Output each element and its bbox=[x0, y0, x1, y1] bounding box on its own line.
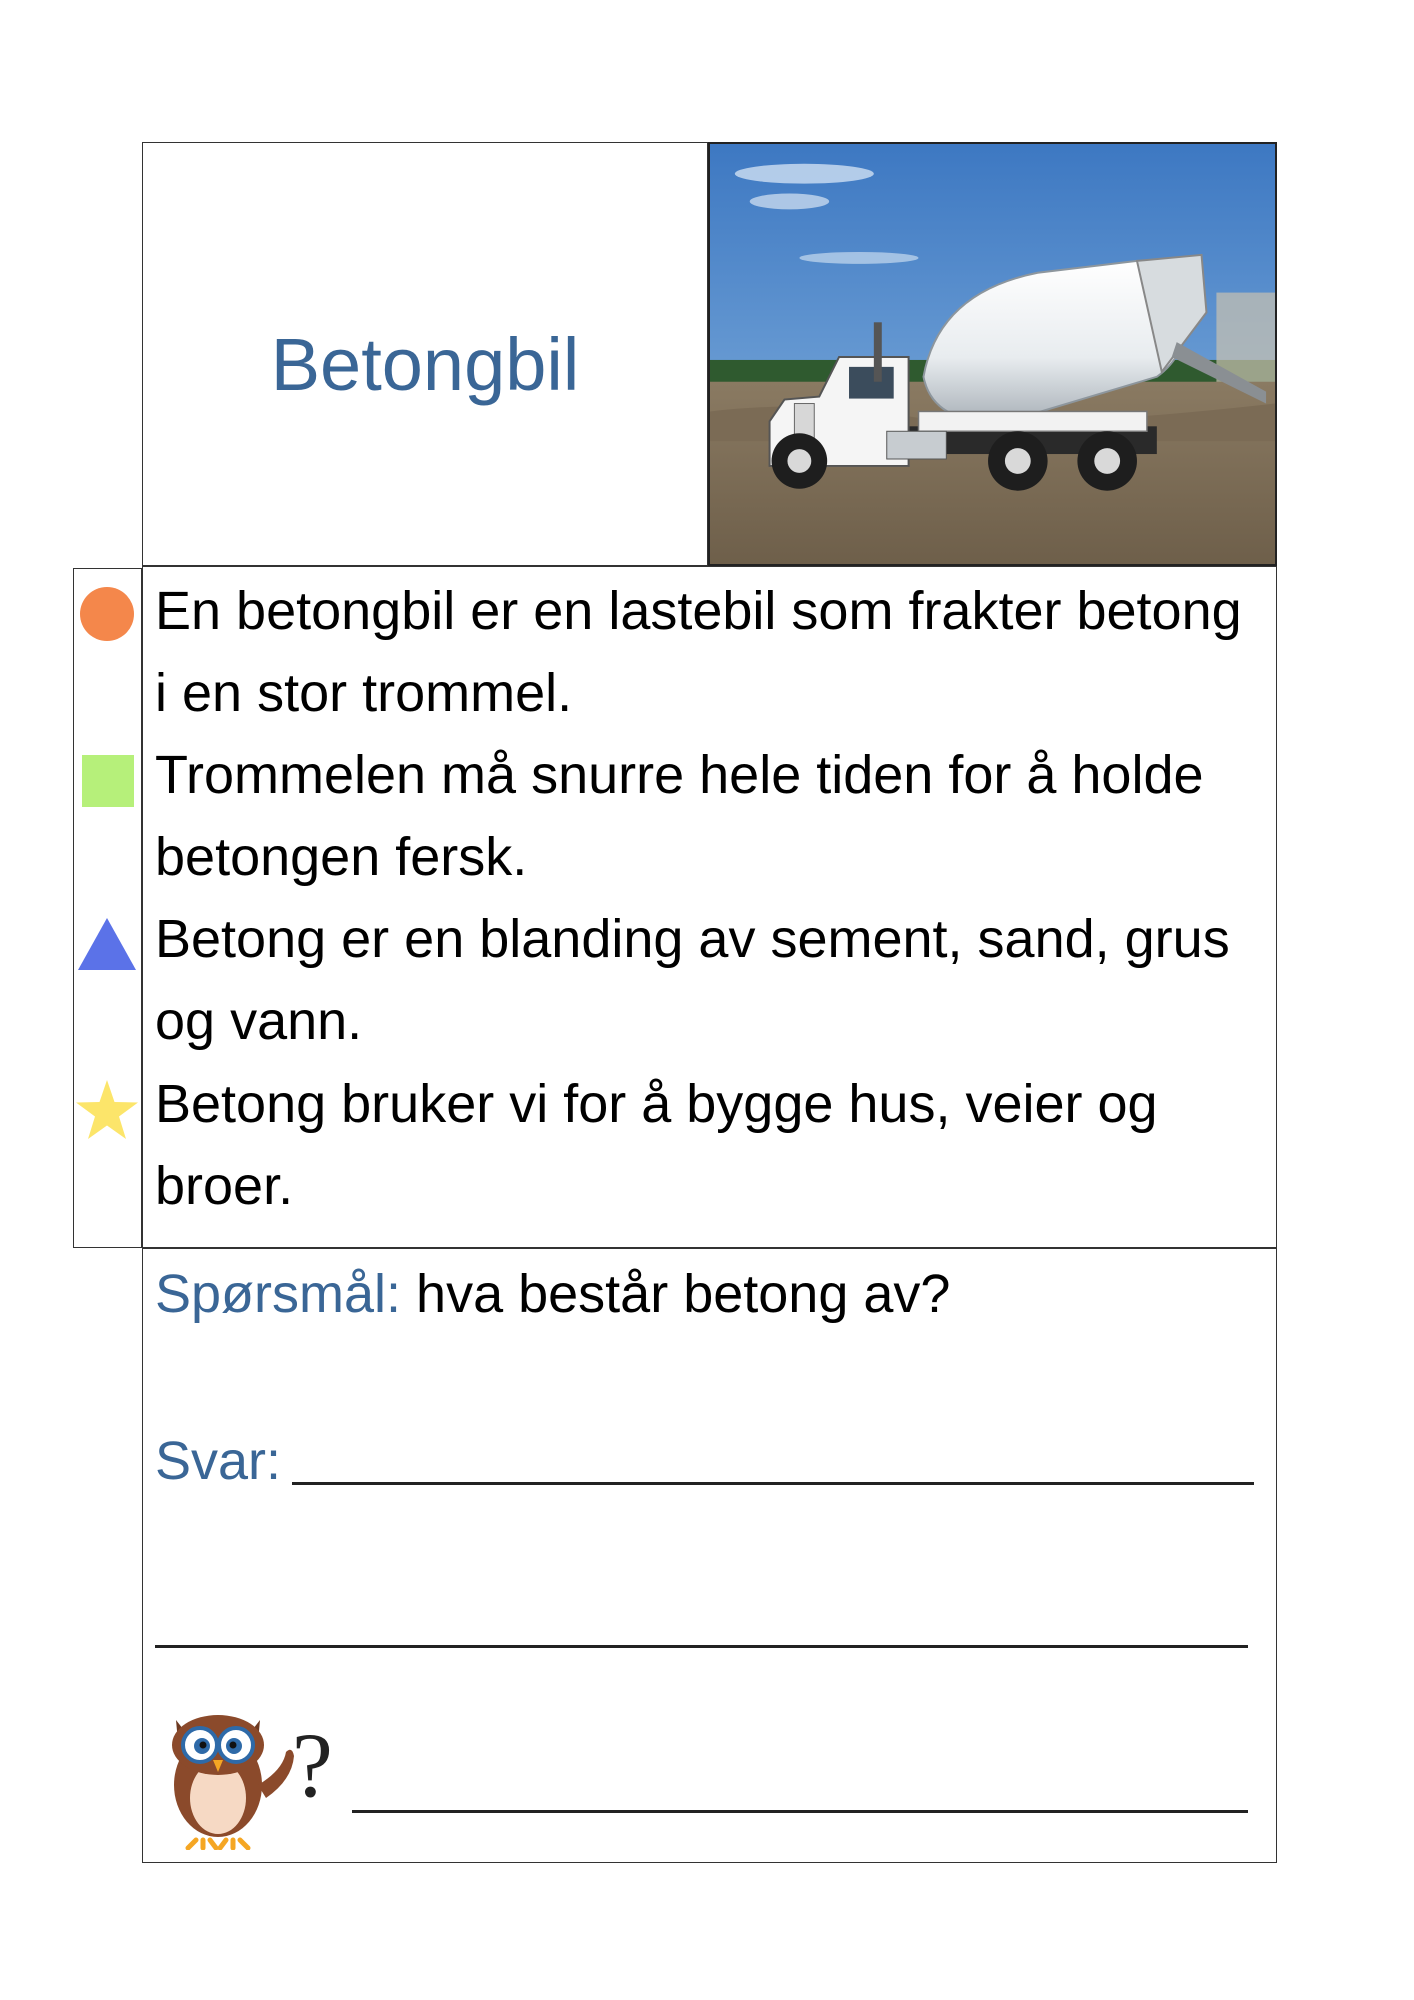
answer-line[interactable] bbox=[292, 1482, 1254, 1485]
answer-line[interactable] bbox=[352, 1810, 1248, 1813]
owl-icon bbox=[158, 1690, 298, 1850]
title-cell bbox=[142, 142, 708, 566]
yellow-star-icon bbox=[76, 1080, 138, 1140]
green-square-icon bbox=[82, 755, 134, 807]
owl-question-mark: ? bbox=[292, 1714, 333, 1816]
page-title: Betongbil bbox=[270, 322, 580, 406]
fact-text: Betong er en blanding av sement, sand, grus og vann. bbox=[155, 909, 1230, 1051]
answer-label: Svar: bbox=[155, 1431, 282, 1491]
blue-triangle-icon bbox=[78, 918, 136, 970]
question bbox=[155, 1258, 950, 1330]
fact-text: Betong bruker vi for å bygge hus, veier og broer. bbox=[155, 1074, 1158, 1216]
answer-line[interactable] bbox=[155, 1645, 1248, 1648]
question-label: Spørsmål: bbox=[155, 1264, 402, 1324]
fact-text: Trommelen må snurre hele tiden for å holde betongen fersk. bbox=[155, 745, 1204, 887]
concrete-mixer-truck-illustration bbox=[710, 144, 1275, 564]
fact-text: En betongbil er en lastebil som frakter betong i en stor trommel. bbox=[155, 581, 1242, 723]
orange-circle-icon bbox=[78, 585, 136, 643]
icon-column bbox=[73, 568, 142, 1248]
truck-photo bbox=[708, 142, 1277, 566]
question-text: hva består betong av? bbox=[401, 1264, 951, 1324]
